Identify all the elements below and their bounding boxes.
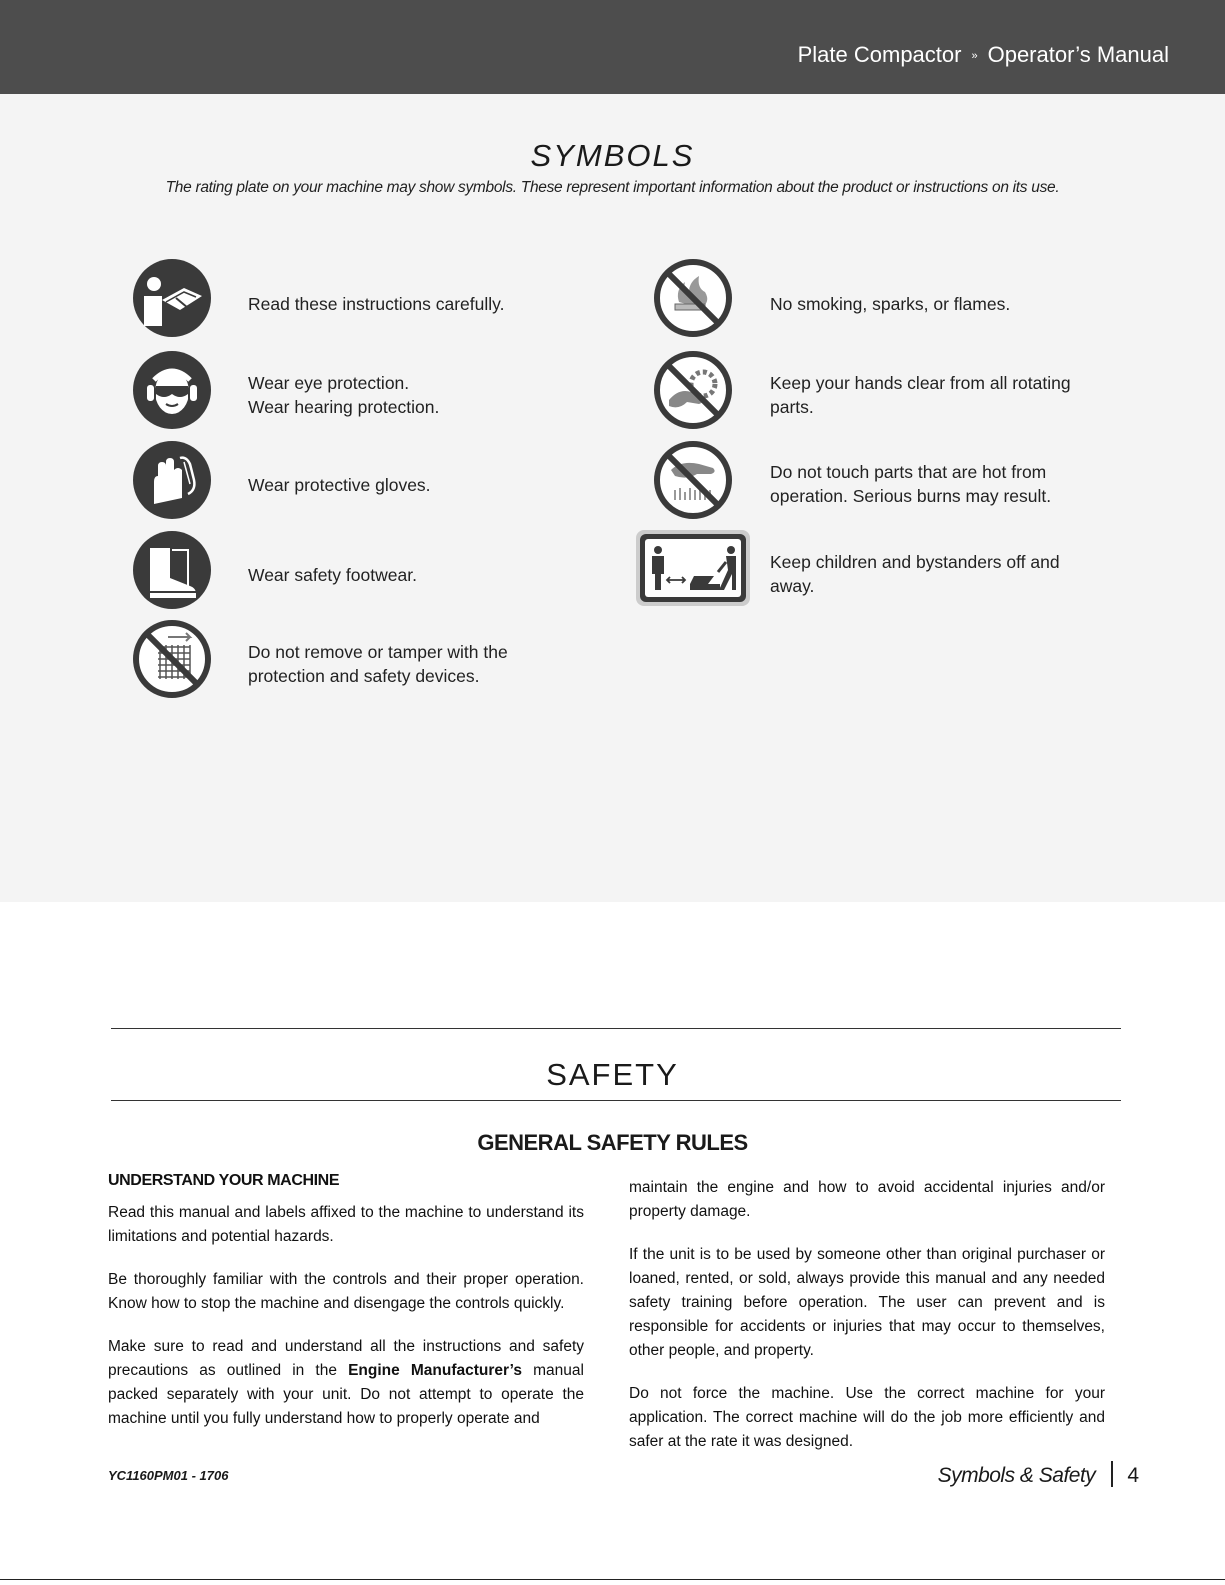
- footer-divider: [1111, 1461, 1113, 1487]
- safety-boot-icon: [132, 530, 212, 610]
- page-number: 4: [1127, 1464, 1139, 1487]
- safety-paragraph: If the unit is to be used by someone other than original purchaser or loaned, rented, or sold, always provide this manual and any needed safety training before operation. The user can prevent and is responsible for accidents or injuries that may occur to themselves, other people, and property.: [629, 1246, 1105, 1359]
- symbol-label: No smoking, sparks, or flames.: [770, 294, 1011, 314]
- footer-section: Symbols & Safety: [937, 1464, 1096, 1487]
- symbol-label: Do not touch parts that are hot from operation. Serious burns may result.: [770, 462, 1052, 506]
- section-divider: [111, 1100, 1121, 1101]
- symbol-label: Wear protective gloves.: [248, 475, 431, 495]
- read-manual-icon: [132, 258, 212, 338]
- no-smoking-icon: [653, 258, 733, 338]
- header-product: Plate Compactor: [797, 42, 962, 67]
- symbol-label: Wear eye protection. Wear hearing protection.: [248, 373, 440, 417]
- no-hot-surface-icon: [653, 440, 733, 520]
- understand-machine-heading: UNDERSTAND YOUR MACHINE: [108, 1172, 340, 1189]
- safety-left-column: [108, 1169, 584, 1450]
- symbol-label: Do not remove or tamper with the protection and safety devices.: [248, 642, 508, 686]
- symbol-label: Read these instructions carefully.: [248, 294, 505, 314]
- symbol-label: Wear safety footwear.: [248, 565, 417, 585]
- page-footer: [938, 1461, 1139, 1488]
- page-bottom-border: [0, 1579, 1225, 1580]
- symbol-label: Keep children and bystanders off and away.: [770, 552, 1060, 596]
- section-divider: [111, 1028, 1121, 1029]
- safety-paragraph: Be thoroughly familiar with the controls and their proper operation. Know how to stop the machine and disengage the controls quickly.: [108, 1271, 584, 1312]
- safety-right-column: [629, 1176, 1105, 1473]
- page-header: [0, 0, 1225, 94]
- header-breadcrumb: [798, 42, 1169, 68]
- symbols-subtitle: The rating plate on your machine may show symbols. These represent important information about the product or instructions on its use.: [165, 179, 1060, 196]
- header-manual: Operator’s Manual: [987, 42, 1169, 67]
- symbol-label: Keep your hands clear from all rotating parts.: [770, 373, 1071, 417]
- general-safety-rules-heading: GENERAL SAFETY RULES: [477, 1130, 748, 1155]
- safety-paragraph: maintain the engine and how to avoid accidental injuries and/or property damage.: [629, 1179, 1105, 1220]
- safety-title: SAFETY: [546, 1057, 679, 1092]
- symbols-title: SYMBOLS: [530, 138, 695, 173]
- keep-bystanders-away-icon: [634, 528, 752, 608]
- no-hands-rotating-icon: [653, 350, 733, 430]
- safety-paragraph: Make sure to read and understand all the instructions and safety precautions as outlined in the Engine Manufacturer’s manual packed separately with your unit. Do not attempt to operate the machine until you fully understand how to properly operate and: [108, 1338, 584, 1427]
- document-code: YC1160PM01 - 1706: [108, 1468, 229, 1483]
- safety-paragraph: Do not force the machine. Use the correct machine for your application. The correct machine will do the job more efficiently and safer at the rate it was designed.: [629, 1385, 1105, 1450]
- safety-paragraph: Read this manual and labels affixed to the machine to understand its limitations and potential hazards.: [108, 1204, 584, 1245]
- gloves-icon: [132, 440, 212, 520]
- breadcrumb-separator: »: [971, 50, 978, 62]
- no-tamper-guard-icon: [132, 619, 212, 699]
- eye-ear-protection-icon: [132, 350, 212, 430]
